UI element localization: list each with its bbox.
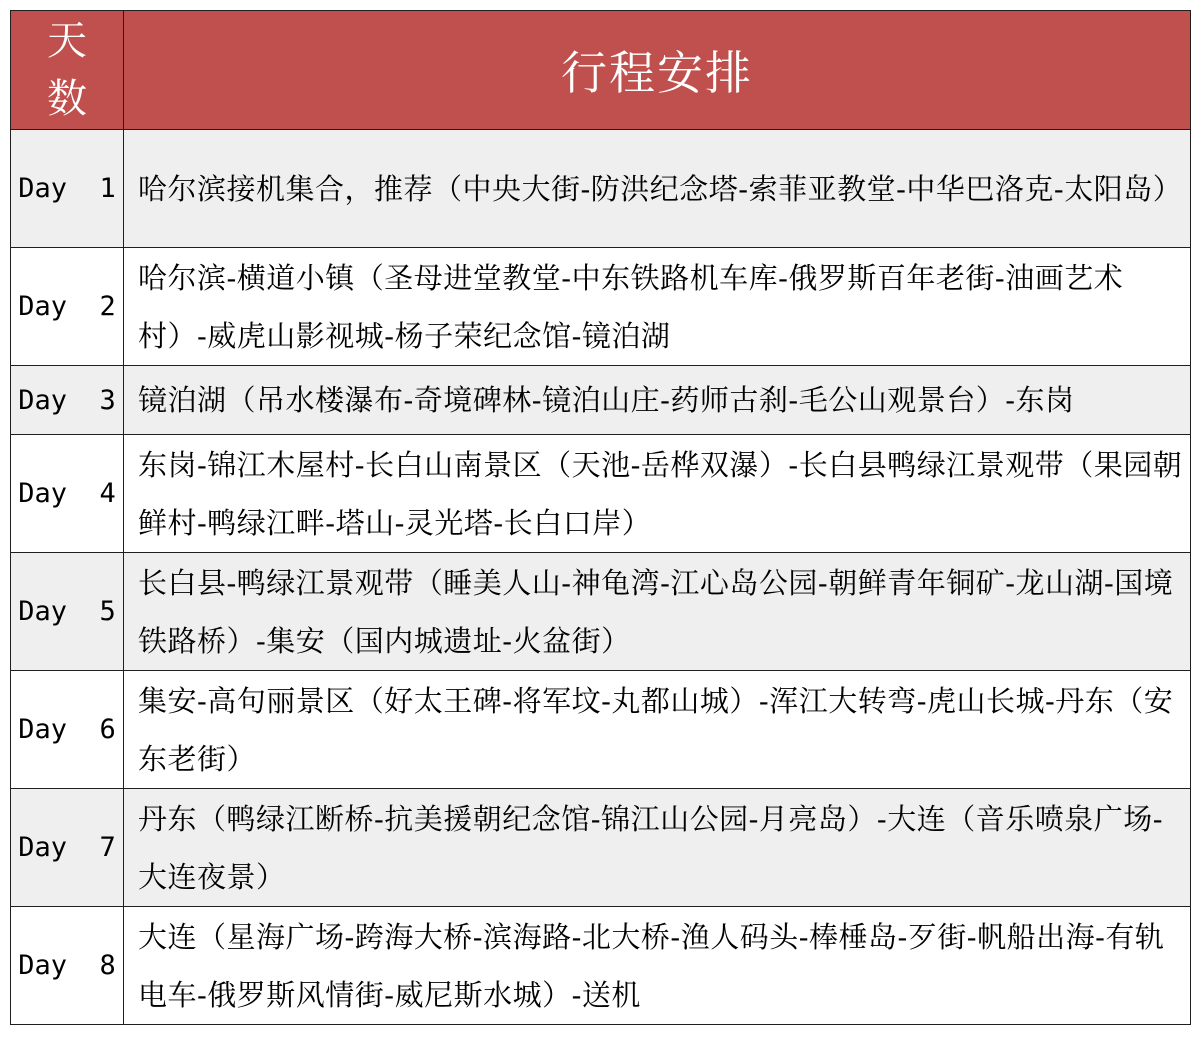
itinerary-table xyxy=(10,10,1191,1025)
day-cell: Day 1 xyxy=(11,130,124,248)
day-cell: Day 7 xyxy=(11,789,124,907)
day-cell: Day 6 xyxy=(11,671,124,789)
day-cell: Day 8 xyxy=(11,907,124,1025)
day-cell: Day 2 xyxy=(11,248,124,366)
table-row xyxy=(11,789,1191,907)
header-days xyxy=(11,11,124,130)
day-cell: Day 5 xyxy=(11,553,124,671)
table-row xyxy=(11,907,1191,1025)
day-cell: Day 4 xyxy=(11,435,124,553)
table-row xyxy=(11,130,1191,248)
plan-cell: 集安-高句丽景区（好太王碑-将军坟-丸都山城）-浑江大转弯-虎山长城-丹东（安东老街） xyxy=(124,671,1191,789)
header-itinerary: 行程安排 xyxy=(124,11,1191,130)
table-row xyxy=(11,435,1191,553)
plan-cell: 哈尔滨接机集合，推荐（中央大街-防洪纪念塔-索菲亚教堂-中华巴洛克-太阳岛） xyxy=(124,130,1191,248)
table-row xyxy=(11,671,1191,789)
header-row xyxy=(11,11,1191,130)
plan-cell: 长白县-鸭绿江景观带（睡美人山-神龟湾-江心岛公园-朝鲜青年铜矿-龙山湖-国境铁路桥）-集安（国内城遗址-火盆街） xyxy=(124,553,1191,671)
day-cell: Day 3 xyxy=(11,366,124,435)
table-row xyxy=(11,248,1191,366)
plan-cell: 镜泊湖（吊水楼瀑布-奇境碑林-镜泊山庄-药师古刹-毛公山观景台）-东岗 xyxy=(124,366,1191,435)
plan-cell: 大连（星海广场-跨海大桥-滨海路-北大桥-渔人码头-棒棰岛-歹街-帆船出海-有轨电车-俄罗斯风情街-威尼斯水城）-送机 xyxy=(124,907,1191,1025)
plan-cell: 哈尔滨-横道小镇（圣母进堂教堂-中东铁路机车库-俄罗斯百年老街-油画艺术村）-威虎山影视城-杨子荣纪念馆-镜泊湖 xyxy=(124,248,1191,366)
table-row xyxy=(11,553,1191,671)
header-days-line2: 数 xyxy=(47,76,87,122)
plan-cell: 东岗-锦江木屋村-长白山南景区（天池-岳桦双瀑）-长白县鸭绿江景观带（果园朝鲜村-鸭绿江畔-塔山-灵光塔-长白口岸） xyxy=(124,435,1191,553)
table-row xyxy=(11,366,1191,435)
header-days-line1: 天 xyxy=(47,18,87,64)
plan-cell: 丹东（鸭绿江断桥-抗美援朝纪念馆-锦江山公园-月亮岛）-大连（音乐喷泉广场-大连夜景） xyxy=(124,789,1191,907)
